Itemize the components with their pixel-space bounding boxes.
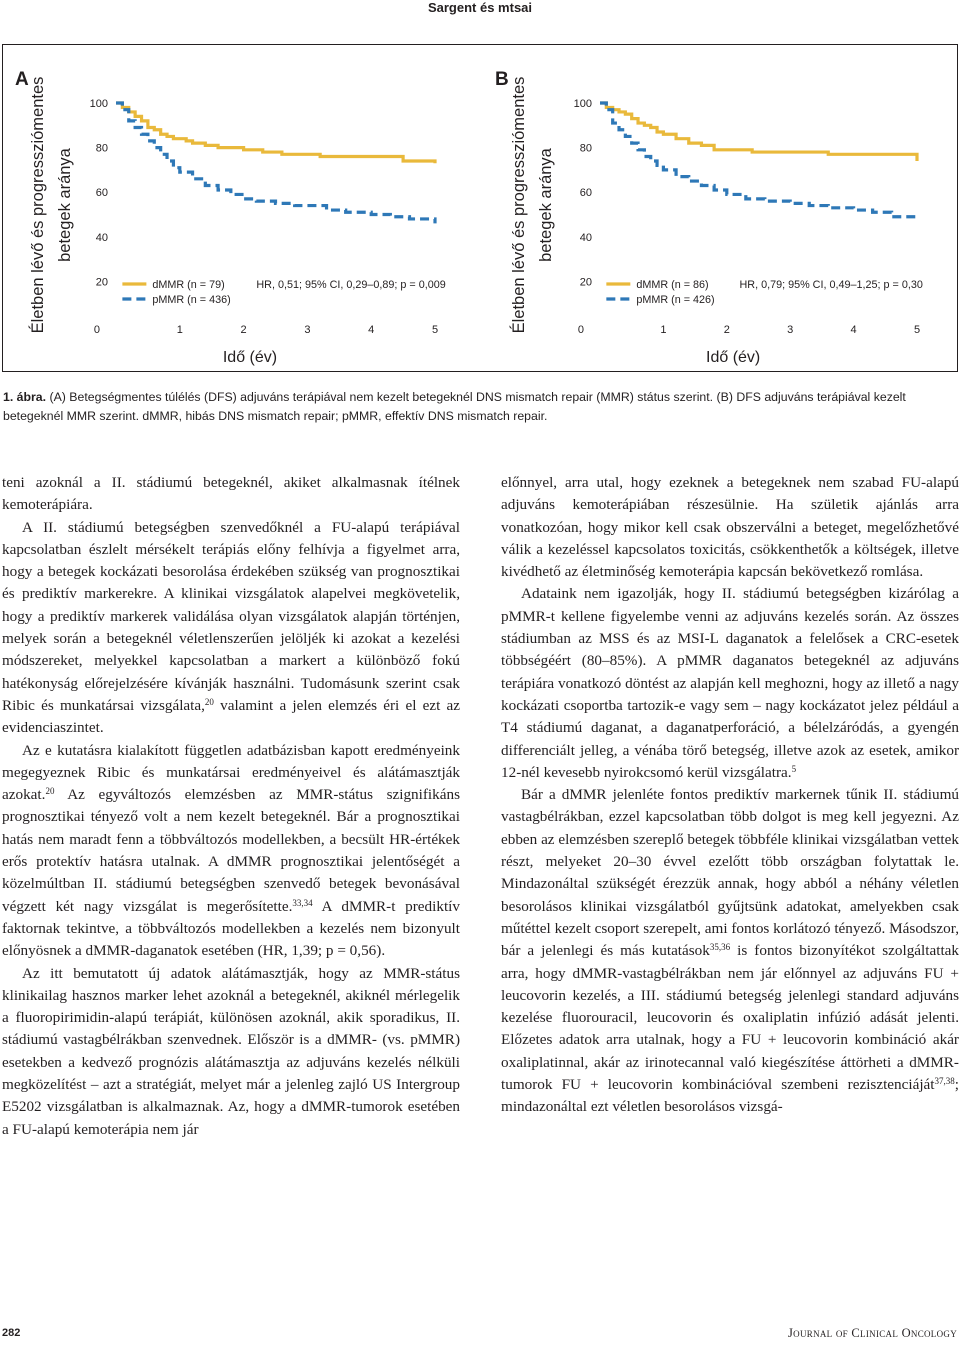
citation-ref: 20 — [45, 786, 55, 797]
caption-text: (A) Betegségmentes túlélés (DFS) adjuváns terápiával nem kezelt betegeknél DNS mismatch repair (MMR) státus szerint. (B) DFS adjuváns terápiával kezelt betegeknél MMR szerint. dMMR, hibás DNS mismatch repair; pMMR, effektív DNS mismatch repair. — [3, 390, 906, 423]
citation-ref: 33,34 — [292, 897, 313, 908]
x-tick-label: 1 — [176, 324, 183, 336]
y-tick-label: 60 — [579, 187, 592, 200]
y-tick-label: 0 — [577, 324, 584, 336]
x-tick-label: 3 — [787, 324, 794, 336]
citation-ref: 35,36 — [709, 942, 731, 953]
legend-label-dmmr: dMMR (n = 86) — [636, 279, 709, 291]
panel-letter: A — [15, 69, 29, 90]
x-tick-label: 4 — [368, 324, 375, 336]
paragraph-text: valamint a jelen elemzés éri el ezt az evidenciaszintet. — [2, 696, 460, 737]
paragraph: Az itt bemutatott új adatok alátámasztják, hogy az MMR-státus klinikailag hasznos marker lehet azoknál a betegeknél, akiknél mérlegelik a fluoropirimidin-alapú terápiát, különösen azoknál, akik sporadikus, II. stádiumú vastagbélrákban szenvednek. Először is a dMMR- (vs. pMMR) esetekben a kedvező prognózis alátámasztja az adjuváns kezelés nélküli megközelítést – azt a stratégiát, melyet már a jelenleg zajló US Intergroup E5202 vizsgálatban is alkalmaznak. Az, hogy a dMMR-tumorok esetében a FU-alapú kemoterápia nem jár — [2, 964, 460, 1138]
y-axis-label: Életben lévő és progressziómentes — [29, 76, 47, 334]
y-tick-label: 100 — [573, 98, 592, 110]
x-axis-label: Idő (év) — [706, 349, 761, 366]
x-tick-label: 2 — [723, 324, 730, 336]
paragraph — [2, 740, 460, 963]
x-tick-label: 4 — [850, 324, 857, 336]
paragraph-text: Bár a dMMR jelenléte fontos prediktív markernek tűnik II. stádiumú vastagbélrákban, ezzel kapcsolatban több dolgot is meg kell jegyezni. Az ebben az elemzésben szereplő betegek többféle klinikai vizsgálatban vettek részt, melyeket 20–30 évvel ezelőtt több országban folytattak le. Mindazonáltal szükségét érezzük annak, hogy abból a néhány véletlen besorolásos klinikai vizsgálatból gyűjtsünk adatokat, amelyekben csak műtéttel kezelt csoport szerepelt, ami fontos korlátozó tényező. Másodszor, bár a jelenlegi és más kutatások — [501, 786, 959, 960]
paragraph-text: A II. stádiumú betegségben szenvedőknél a FU-alapú terápiával kapcsolatban észlelt mérsékelt terápiás előny felhívja a figyelmet arra, hogy a betegek kockázati besorolása érdekében szükség van prognosztikai és prediktív markerekre. A klinikai vizsgálatok alapelvei megkövetelik, hogy a prediktív markerek validálása olyan vizsgálatok alapján történjen, melyek során a betegeknél véletlenszerűen jelöljék ki azokat a kezelési módszereket, melyekkel kapcsolatban a markert a különböző fokú hatékonyság előrejelzésére kívánják használni. Tudomásunk szerint csak Ribic és munkatársai vizsgálata, — [2, 518, 460, 714]
x-tick-label: 5 — [431, 324, 439, 336]
pmmr-curve — [600, 103, 917, 219]
citation-ref: 20 — [204, 696, 214, 707]
legend-label-dmmr: dMMR (n = 79) — [152, 279, 225, 291]
y-axis-label: Életben lévő és progressziómentes — [510, 76, 528, 334]
panel-letter: B — [495, 69, 509, 90]
paragraph — [2, 517, 460, 740]
hazard-ratio-text: HR, 0,79; 95% CI, 0,49–1,25; p = 0,30 — [739, 279, 923, 291]
page-number: 282 — [2, 1327, 21, 1339]
dmmr-curve — [600, 103, 917, 161]
y-tick-label: 0 — [93, 324, 100, 336]
paragraph-text: Az e kutatásra kialakított független adatbázisban kapott eredményeink megegyeznek Ribic és munkatársai eredményeivel és alátámasztják azokat. — [2, 741, 460, 804]
y-tick-label: 80 — [95, 142, 108, 155]
figure-svg — [3, 45, 959, 373]
y-tick-label: 100 — [89, 98, 108, 110]
paragraph-text: Adataink nem igazolják, hogy II. stádiumú betegségben kizárólag a pMMR-t kellene figyelembe venni az adjuváns kezelés során. Az összes stádiumban az MSS és az MSI-L daganatok a felelősek a CRC-esetek többségéért (80–85%). A pMMR daganatos betegeknél az adjuváns terápiára vonatkozó döntést az alapján kell meghozni, hogy az illető a nagy kockázati csoportba tartozik-e vagy sem – nagy kockázatot jelez például a T4 stádiumú daganat, a daganatperforáció, a bélelzáródás, a gyengén differenciált jelleg, a vénába törő betegség, illetve azok az esetek, amikor 12-nél kevesebb nyirokcsomó kerül vizsgálatra. — [501, 585, 959, 781]
y-axis-label: betegek aránya — [56, 148, 74, 262]
paragraph-text: A dMMR-t prediktív faktornak tekintve, a többváltozós modellekben a kezelés nem bizonyult előnyösnek a dMMR-daganatok esetében (HR, 1,39; p = 0,56). — [2, 897, 460, 960]
running-header — [0, 0, 960, 15]
x-axis-label: Idő (év) — [222, 349, 278, 366]
y-tick-label: 40 — [579, 231, 592, 244]
paragraph-text: Az egyváltozós elemzésben az MMR-státus szignifikáns prognosztikai tényező volt a nem kezelt betegeknél. Bár a prognosztikai hatás nem maradt fenn a többváltozós modellekben, a becsült HR-értékek erős protektív hatásra utalnak. A dMMR prognosztikai jelentőségét a közelmúltban II. stádiumú betegségben szenvedő betegek bevonásával végzett két nagy vizsgálat is megerősítette. — [2, 786, 460, 915]
y-tick-label: 80 — [579, 142, 592, 155]
paragraph — [501, 784, 959, 1118]
running-title: Sargent és mtsai — [427, 0, 533, 15]
y-tick-label: 20 — [95, 276, 108, 289]
paragraph: előnnyel, arra utal, hogy ezeknek a betegeknek nem szabad FU-alapú adjuváns kemoterápiában részesülnie. Ha születik ajánlás arra vonatkozóan, hogy mikor kell csak obszerválni a beteget, megelőzhetővé válik a kezeléssel kapcsolatos toxicitás, csökkenthetők a költségek, illetve kivédhető az életminőség kemoterápia kapcsán bekövetkező romlása. — [501, 474, 959, 581]
citation-ref: 37,38 — [934, 1076, 955, 1087]
legend-label-pmmr: pMMR (n = 426) — [636, 294, 715, 306]
journal-name: Journal of Clinical Oncology — [788, 1326, 957, 1340]
citation-ref: 5 — [791, 763, 797, 774]
y-axis-label: betegek aránya — [537, 148, 555, 262]
caption-label: 1. ábra. — [3, 390, 47, 404]
x-tick-label: 1 — [660, 324, 667, 336]
right-column — [501, 472, 959, 1119]
paragraph — [501, 583, 959, 784]
x-tick-label: 5 — [913, 324, 921, 336]
x-tick-label: 2 — [240, 324, 247, 336]
y-tick-label: 60 — [95, 187, 108, 200]
y-tick-label: 40 — [95, 231, 108, 244]
figure-1 — [2, 44, 958, 372]
legend-label-pmmr: pMMR (n = 436) — [152, 294, 231, 306]
figure-caption — [3, 388, 958, 426]
paragraph-text: is fontos bizonyítékot szolgáltattak arra, hogy dMMR-vastagbélrákban nem jár előnnyel az adjuváns FU + leucovorin kezelés, a III. stádiumú betegség jelenlegi standard adjuváns kezelése fluorouracil, leucovorin és oxaliplatin infúzió adását jelenti. Előzetes adatok arra utalnak, hogy a FU + leucovorin kombináció akár oxaliplatinnal, akár az irinotecannal való kiegészítése áttörheti a dMMR-tumorok FU + leucovorin kombinációval szembeni rezisztenciáját — [501, 942, 959, 1094]
y-tick-label: 20 — [579, 276, 592, 289]
paragraph-text: ; mindazonáltal ezt véletlen besorolásos vizsgá- — [501, 1076, 959, 1116]
left-column — [2, 472, 460, 1141]
paragraph: teni azoknál a II. stádiumú betegeknél, akiket alkalmasnak ítélnek kemoterápiára. — [2, 474, 460, 514]
x-tick-label: 3 — [304, 324, 311, 336]
hazard-ratio-text: HR, 0,51; 95% CI, 0,29–0,89; p = 0,009 — [256, 279, 446, 291]
pmmr-curve — [116, 103, 435, 223]
